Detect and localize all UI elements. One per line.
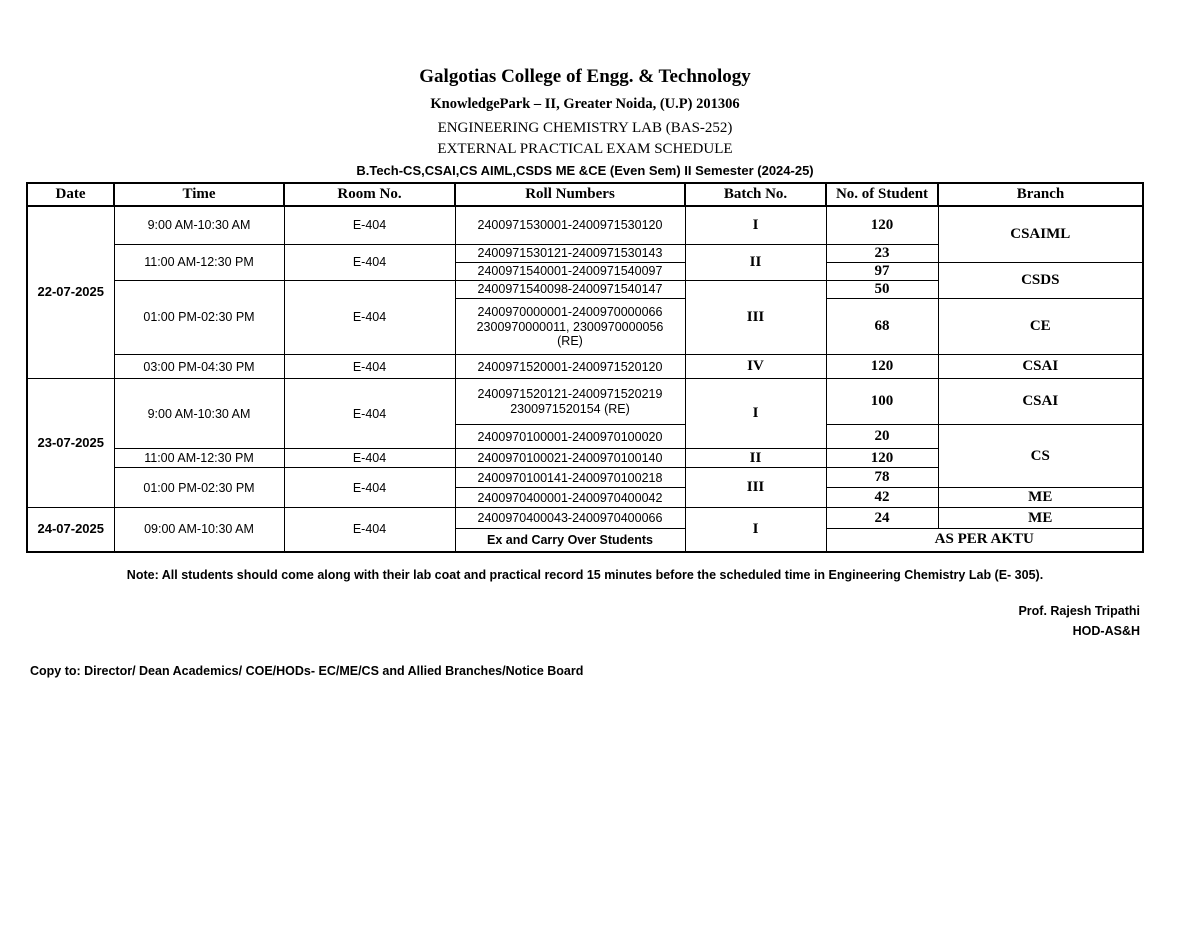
col-date: Date [27, 183, 114, 206]
college-address: KnowledgePark – II, Greater Noida, (U.P) 201306 [430, 96, 740, 112]
roll-cell: 2400970400001-2400970400042 [455, 488, 685, 508]
roll-cell [455, 299, 685, 355]
copy-to: Copy to: Director/ Dean Academics/ COE/HODs- EC/ME/CS and Allied Branches/Notice Board [30, 664, 584, 678]
time-cell: 9:00 AM-10:30 AM [114, 206, 284, 244]
time-cell: 09:00 AM-10:30 AM [114, 508, 284, 552]
table-row [27, 206, 1143, 244]
time-cell: 03:00 PM-04:30 PM [114, 355, 284, 379]
table-row [27, 355, 1143, 379]
signatory-name: Prof. Rajesh Tripathi [1018, 604, 1140, 618]
students-cell: 20 [826, 425, 938, 449]
branch-cell: CE [938, 299, 1143, 355]
lab-title: ENGINEERING CHEMISTRY LAB (BAS-252) [437, 120, 733, 136]
batch-cell: I [685, 206, 826, 244]
room-cell: E-404 [284, 281, 455, 355]
roll-line: 2400970000001-2400970000066 [477, 305, 663, 320]
branch-cell: CSDS [938, 262, 1143, 299]
note-text: Note: All students should come along with their lab coat and practical record 15 minutes before the scheduled time in Engineering Chemistry Lab (E- 305). [126, 568, 1044, 582]
room-cell: E-404 [284, 244, 455, 281]
roll-cell [455, 379, 685, 425]
col-batch: Batch No. [685, 183, 826, 206]
roll-line: (RE) [557, 333, 583, 348]
room-cell: E-404 [284, 449, 455, 468]
roll-cell: 2400971540098-2400971540147 [455, 281, 685, 299]
students-cell: 100 [826, 379, 938, 425]
branch-cell: CSAIML [938, 206, 1143, 262]
batch-cell: III [685, 468, 826, 508]
col-time: Time [114, 183, 284, 206]
students-cell: 24 [826, 508, 938, 529]
col-branch: Branch [938, 183, 1143, 206]
college-name: Galgotias College of Engg. & Technology [419, 66, 751, 87]
students-cell: 120 [826, 206, 938, 244]
table-header-row [27, 183, 1143, 206]
roll-cell: Ex and Carry Over Students [455, 529, 685, 552]
date-cell: 23-07-2025 [27, 379, 114, 508]
table-row [27, 379, 1143, 425]
room-cell: E-404 [284, 206, 455, 244]
batch-cell: IV [685, 355, 826, 379]
roll-cell: 2400971530121-2400971530143 [455, 244, 685, 262]
roll-cell: 2400970400043-2400970400066 [455, 508, 685, 529]
students-cell: 97 [826, 262, 938, 280]
col-room: Room No. [284, 183, 455, 206]
date-cell: 24-07-2025 [27, 508, 114, 552]
time-cell: 11:00 AM-12:30 PM [114, 449, 284, 468]
branch-cell: CSAI [938, 355, 1143, 379]
batch-cell: III [685, 281, 826, 355]
branch-cell: ME [938, 488, 1143, 508]
table-row [27, 508, 1143, 529]
time-cell: 01:00 PM-02:30 PM [114, 468, 284, 508]
time-cell: 01:00 PM-02:30 PM [114, 281, 284, 355]
students-cell: 120 [826, 449, 938, 468]
students-cell: 23 [826, 244, 938, 262]
room-cell: E-404 [284, 508, 455, 552]
room-cell: E-404 [284, 355, 455, 379]
students-cell: 50 [826, 281, 938, 299]
date-cell: 22-07-2025 [27, 206, 114, 379]
batch-cell: II [685, 449, 826, 468]
students-cell: 120 [826, 355, 938, 379]
roll-cell: 2400970100001-2400970100020 [455, 425, 685, 449]
roll-line: 2300970000011, 2300970000056 [476, 319, 664, 334]
students-cell: 42 [826, 488, 938, 508]
roll-line: 2300971520154 (RE) [510, 401, 630, 416]
branch-cell: CS [938, 425, 1143, 488]
students-cell: 78 [826, 468, 938, 488]
branch-cell: CSAI [938, 379, 1143, 425]
time-cell: 11:00 AM-12:30 PM [114, 244, 284, 281]
students-cell: 68 [826, 299, 938, 355]
roll-line: 2400971520121-2400971520219 [477, 387, 663, 402]
roll-cell: 2400970100141-2400970100218 [455, 468, 685, 488]
exam-title: EXTERNAL PRACTICAL EXAM SCHEDULE [437, 141, 733, 157]
branch-cell: AS PER AKTU [826, 529, 1143, 552]
batch-cell: I [685, 379, 826, 449]
schedule-table [26, 182, 1144, 553]
signatory-title: HOD-AS&H [1072, 624, 1140, 638]
roll-cell: 2400971530001-2400971530120 [455, 206, 685, 244]
batch-cell: I [685, 508, 826, 552]
batch-cell: II [685, 244, 826, 281]
time-cell: 9:00 AM-10:30 AM [114, 379, 284, 449]
roll-cell: 2400971520001-2400971520120 [455, 355, 685, 379]
col-roll-numbers: Roll Numbers [455, 183, 685, 206]
roll-cell: 2400971540001-2400971540097 [455, 262, 685, 280]
roll-cell: 2400970100021-2400970100140 [455, 449, 685, 468]
program-title: B.Tech-CS,CSAI,CS AIML,CSDS ME &CE (Even Sem) II Semester (2024-25) [356, 163, 814, 178]
room-cell: E-404 [284, 468, 455, 508]
col-students: No. of Student [826, 183, 938, 206]
branch-cell: ME [938, 508, 1143, 529]
room-cell: E-404 [284, 379, 455, 449]
